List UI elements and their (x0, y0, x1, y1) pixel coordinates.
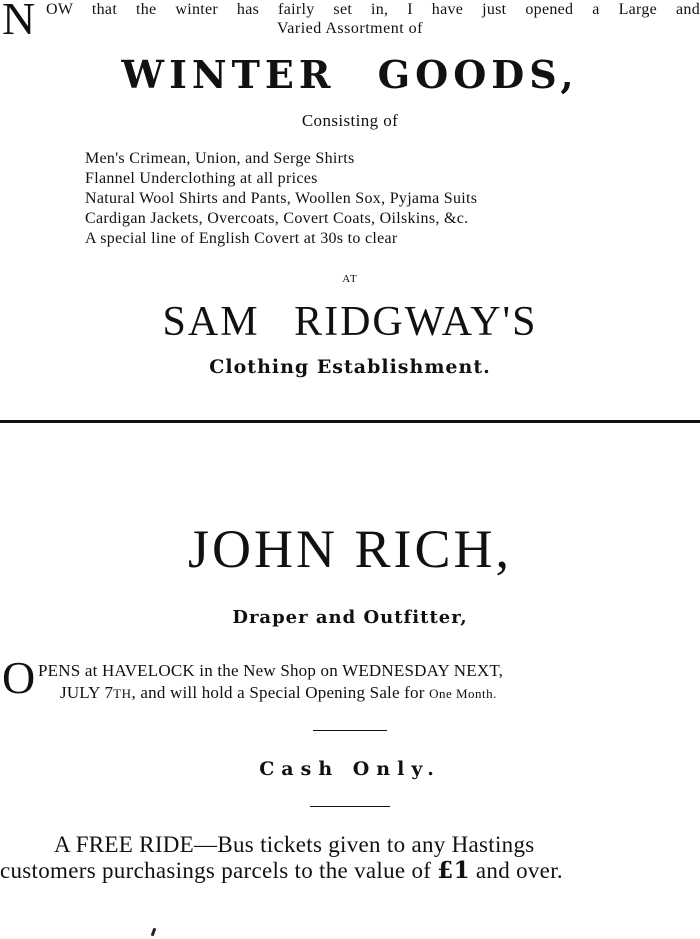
pound-amount: £1 (437, 857, 470, 884)
opens-line-2 (60, 683, 497, 703)
cash-only: Cash Only. (259, 758, 441, 780)
shop-name: SAM RIDGWAY'S (162, 299, 538, 345)
intro-line-1: OW that the winter has fairly set in, I have just opened a Large and (46, 1, 700, 18)
free-ride-text: customers purchasings parcels to the value of (0, 858, 438, 883)
free-ride-line-1: A FREE RIDE—Bus tickets given to any Hastings (54, 832, 535, 857)
goods-item: Men's Crimean, Union, and Serge Shirts (85, 150, 355, 167)
short-rule-2 (310, 806, 390, 807)
opens-sale-text: , and will hold a Special Opening Sale for (131, 683, 430, 702)
goods-item: Cardigan Jackets, Overcoats, Covert Coats, Oilskins, &c. (85, 210, 469, 227)
print-speck (151, 928, 157, 937)
consisting-of-label: Consisting of (301, 111, 399, 130)
winter-goods-headline: WINTER GOODS, (121, 52, 579, 97)
free-ride-line-2 (0, 857, 563, 884)
opens-month: One Month. (429, 686, 497, 701)
goods-list (85, 149, 477, 249)
intro-line-2: Varied Assortment of (277, 20, 423, 37)
john-rich-name: JOHN RICH, (187, 519, 513, 579)
dropcap-o: O (2, 652, 36, 703)
dropcap-n: N (2, 0, 36, 44)
opens-date: JULY 7 (60, 683, 114, 702)
section-divider (0, 420, 700, 423)
goods-item: A special line of English Covert at 30s to clear (85, 230, 398, 247)
free-ride-end: and over. (469, 858, 563, 883)
opens-date-suffix: TH (113, 686, 132, 701)
goods-item: Natural Wool Shirts and Pants, Woollen Sox, Pyjama Suits (85, 190, 478, 207)
goods-item: Flannel Underclothing at all prices (85, 170, 318, 187)
short-rule-1 (313, 730, 387, 731)
draper-outfitter: Draper and Outfitter, (232, 607, 468, 628)
at-label: AT (342, 273, 358, 285)
clothing-establishment: Clothing Establishment. (209, 356, 491, 378)
opens-line-1: PENS at HAVELOCK in the New Shop on WEDNESDAY NEXT, (38, 661, 504, 680)
